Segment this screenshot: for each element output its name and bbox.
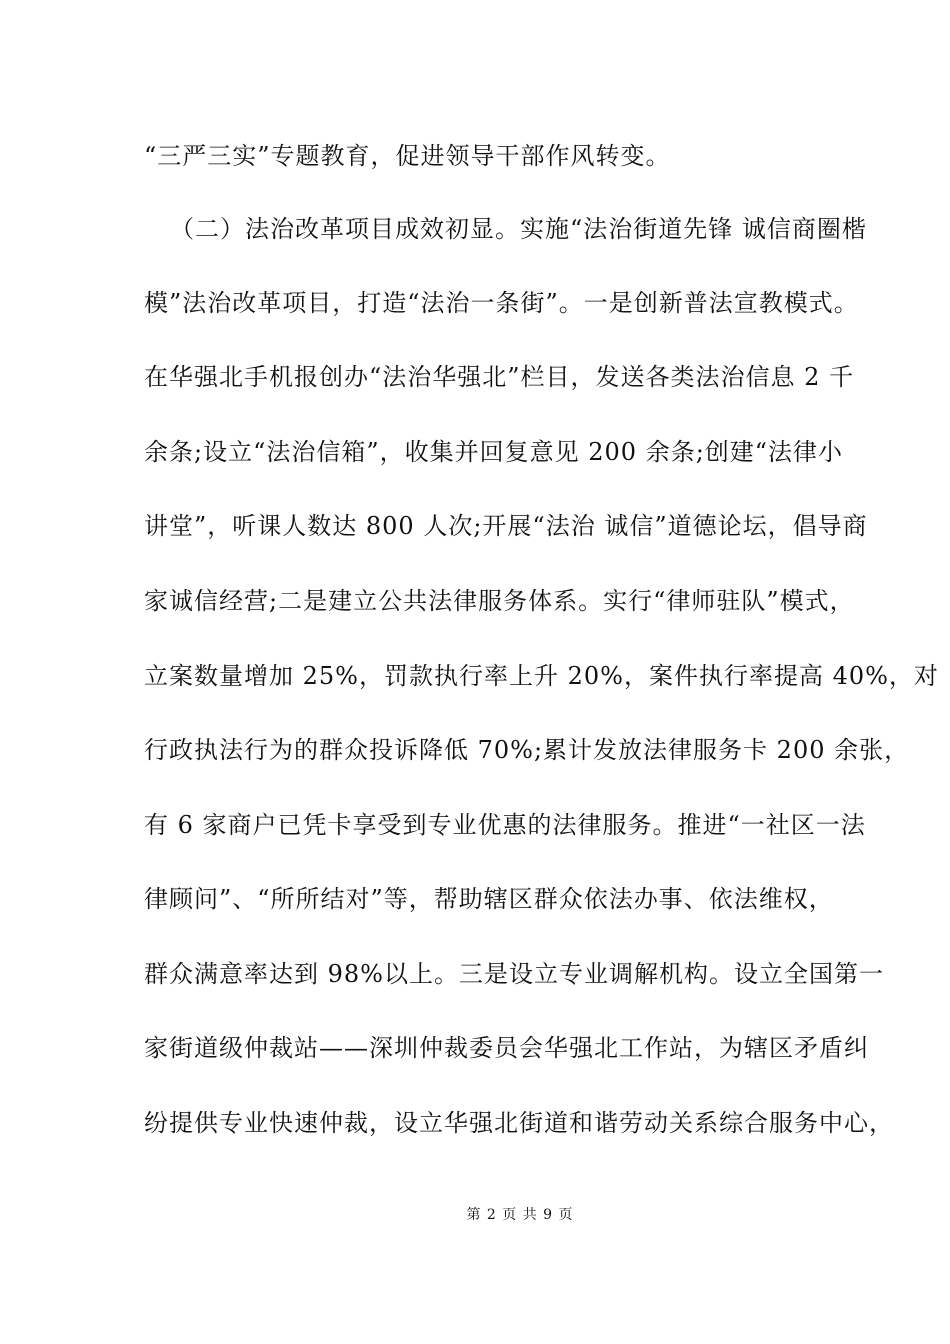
body-text-line: 讲堂”，听课人数达 800 人次;开展“法治 诚信”道德论坛，倡导商	[144, 512, 868, 540]
body-text-line: 家诚信经营;二是建立公共法律服务体系。实行“律师驻队”模式，	[144, 587, 855, 615]
body-text-line: “三严三实”专题教育，促进领导干部作风转变。	[144, 142, 671, 170]
body-text-line: 群众满意率达到 98%以上。三是设立专业调解机构。设立全国第一	[144, 960, 884, 988]
body-text-line: 立案数量增加 25%，罚款执行率上升 20%，案件执行率提高 40%，对	[144, 662, 939, 690]
body-text-line: 余条;设立“法治信箱”，收集并回复意见 200 余条;创建“法律小	[144, 438, 844, 466]
body-text-line: 家街道级仲裁站——深圳仲裁委员会华强北工作站，为辖区矛盾纠	[144, 1034, 869, 1062]
body-text-line: 律顾问”、“所所结对”等，帮助辖区群众依法办事、依法维权，	[144, 885, 834, 913]
body-text-line: 纷提供专业快速仲裁，设立华强北街道和谐劳动关系综合服务中心，	[144, 1109, 894, 1137]
body-text-line: 模”法治改革项目，打造“法治一条街”。一是创新普法宣教模式。	[144, 289, 859, 317]
body-text-line: 行政执法行为的群众投诉降低 70%;累计发放法律服务卡 200 余张，	[144, 736, 910, 764]
body-text-line: 在华强北手机报创办“法治华强北”栏目，发送各类法治信息 2 千	[144, 363, 855, 391]
body-text-line: 有 6 家商户已凭卡享受到专业优惠的法律服务。推进“一社区一法	[144, 811, 866, 839]
page-number-footer: 第 2 页 共 9 页	[466, 1207, 574, 1223]
body-text-line: （二）法治改革项目成效初显。实施“法治街道先锋 诚信商圈楷	[170, 215, 867, 243]
